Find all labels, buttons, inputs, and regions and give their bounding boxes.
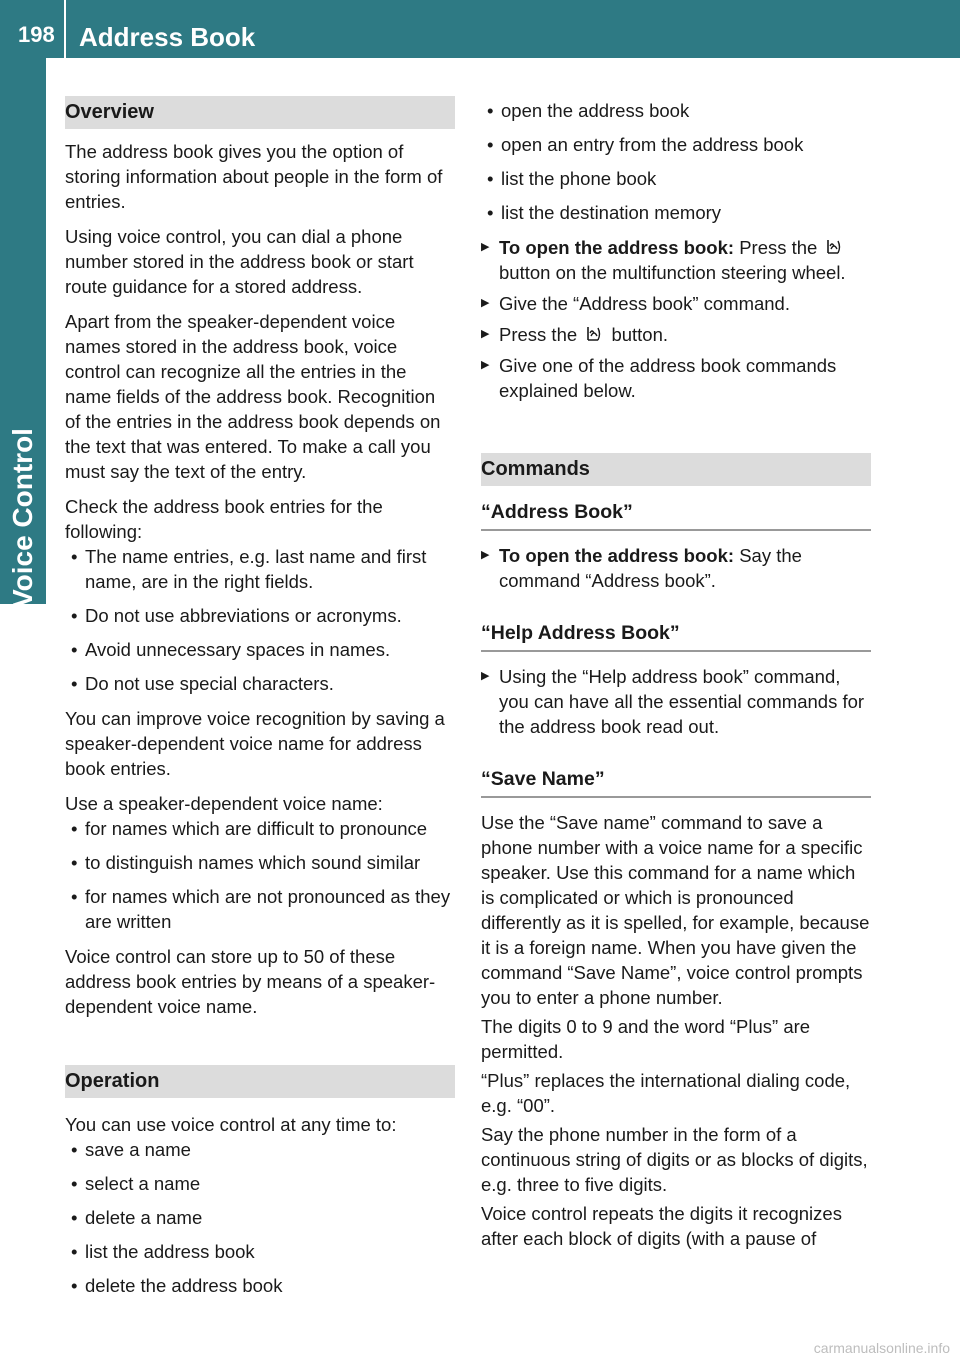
step-text: button. xyxy=(611,324,669,345)
instruction-step xyxy=(481,235,871,285)
list-item: • Do not use special characters. xyxy=(65,671,455,696)
command-title: “Save Name” xyxy=(481,767,871,798)
command-title: “Address Book” xyxy=(481,500,871,531)
step-text: button on the multifunction steering wheel. xyxy=(499,262,846,283)
right-column xyxy=(481,96,871,1251)
list-item: • delete a name xyxy=(65,1205,455,1230)
list-item: • Avoid unnecessary spaces in names. xyxy=(65,637,455,662)
operation-intro: You can use voice control at any time to: xyxy=(65,1114,397,1135)
save-name-paragraph: Say the phone number in the form of a continuous string of digits or as blocks of digits, e.g. three to five digits. xyxy=(481,1124,868,1195)
step-text: Say the command “Address book”. xyxy=(499,545,802,591)
list-item: • save a name xyxy=(65,1137,455,1162)
overview-paragraph: Voice control can store up to 50 of these address book entries by means of a speaker-dependent voice name. xyxy=(65,946,436,1017)
instruction-step: ▶ Using the “Help address book” command, you can have all the essential commands for the address book read out. xyxy=(481,664,871,739)
overview-paragraph: Check the address book entries for the following: xyxy=(65,496,383,542)
operation-heading-text: Operation xyxy=(65,1070,160,1092)
step-text: Press the xyxy=(739,237,818,258)
overview-paragraph: Apart from the speaker-dependent voice names stored in the address book, voice control can recognize all the entries in the name fields of the address book. Recognition of the entries in the address book depends on the text that was entered. To make a call you must say the text of the entry. xyxy=(65,311,441,482)
step-bold: To open the address book: xyxy=(499,237,735,258)
overview-paragraph: You can improve voice recognition by saving a speaker-dependent voice name for address book entries. xyxy=(65,708,445,779)
page-title: Address Book xyxy=(79,22,256,52)
list-item: • list the destination memory xyxy=(481,200,871,225)
overview-heading xyxy=(65,96,455,129)
overview-paragraph: The address book gives you the option of storing information about people in the form of entries. xyxy=(65,141,443,212)
side-tab xyxy=(0,58,46,608)
voice-control-button-icon xyxy=(825,238,843,258)
list-item: • to distinguish names which sound similar xyxy=(65,850,455,875)
list-item: • The name entries, e.g. last name and first name, are in the right fields. xyxy=(65,544,455,594)
list-item: • select a name xyxy=(65,1171,455,1196)
list-item: • for names which are not pronounced as they are written xyxy=(65,884,455,934)
header-divider xyxy=(64,0,66,58)
instruction-step xyxy=(481,322,871,347)
overview-paragraph: Use a speaker-dependent voice name: xyxy=(65,793,383,814)
save-name-paragraph: Use the “Save name” command to save a phone number with a voice name for a specific speaker. Use this command for a name which is complicated or which is pronounced differently as it is spelled, for example, because it is a foreign name. When you have given the command “Save Name”, voice control prompts you to enter a phone number. xyxy=(481,812,870,1008)
save-name-paragraph: The digits 0 to 9 and the word “Plus” are permitted. xyxy=(481,1016,811,1062)
list-item: • for names which are difficult to pronounce xyxy=(65,816,455,841)
save-name-paragraph: Voice control repeats the digits it recognizes after each block of digits (with a pause of xyxy=(481,1203,842,1249)
instruction-step: ▶ Give the “Address book” command. xyxy=(481,291,871,316)
save-name-paragraph: “Plus” replaces the international dialing code, e.g. “00”. xyxy=(481,1070,851,1116)
command-title: “Help Address Book” xyxy=(481,621,871,652)
instruction-step xyxy=(481,543,871,593)
overview-heading-text: Overview xyxy=(65,101,154,123)
watermark: carmanualsonline.info xyxy=(813,1340,950,1356)
list-item: • open an entry from the address book xyxy=(481,132,871,157)
list-item: • Do not use abbreviations or acronyms. xyxy=(65,603,455,628)
list-item: • list the phone book xyxy=(481,166,871,191)
list-item: • list the address book xyxy=(65,1239,455,1264)
page-number: 198 xyxy=(18,22,55,47)
side-tab-label: Voice Control xyxy=(7,428,38,608)
step-text: Press the xyxy=(499,324,578,345)
operation-heading xyxy=(65,1065,455,1098)
commands-heading xyxy=(481,453,871,486)
commands-heading-text: Commands xyxy=(481,458,590,480)
list-item: • delete the address book xyxy=(65,1273,455,1298)
step-bold: To open the address book: xyxy=(499,545,735,566)
page-header xyxy=(0,0,960,58)
voice-control-button-icon xyxy=(585,325,603,345)
list-item: • open the address book xyxy=(481,98,871,123)
instruction-step: ▶ Give one of the address book commands explained below. xyxy=(481,353,871,403)
left-column xyxy=(65,96,455,1298)
overview-paragraph: Using voice control, you can dial a phone number stored in the address book or start route guidance for a stored address. xyxy=(65,226,414,297)
